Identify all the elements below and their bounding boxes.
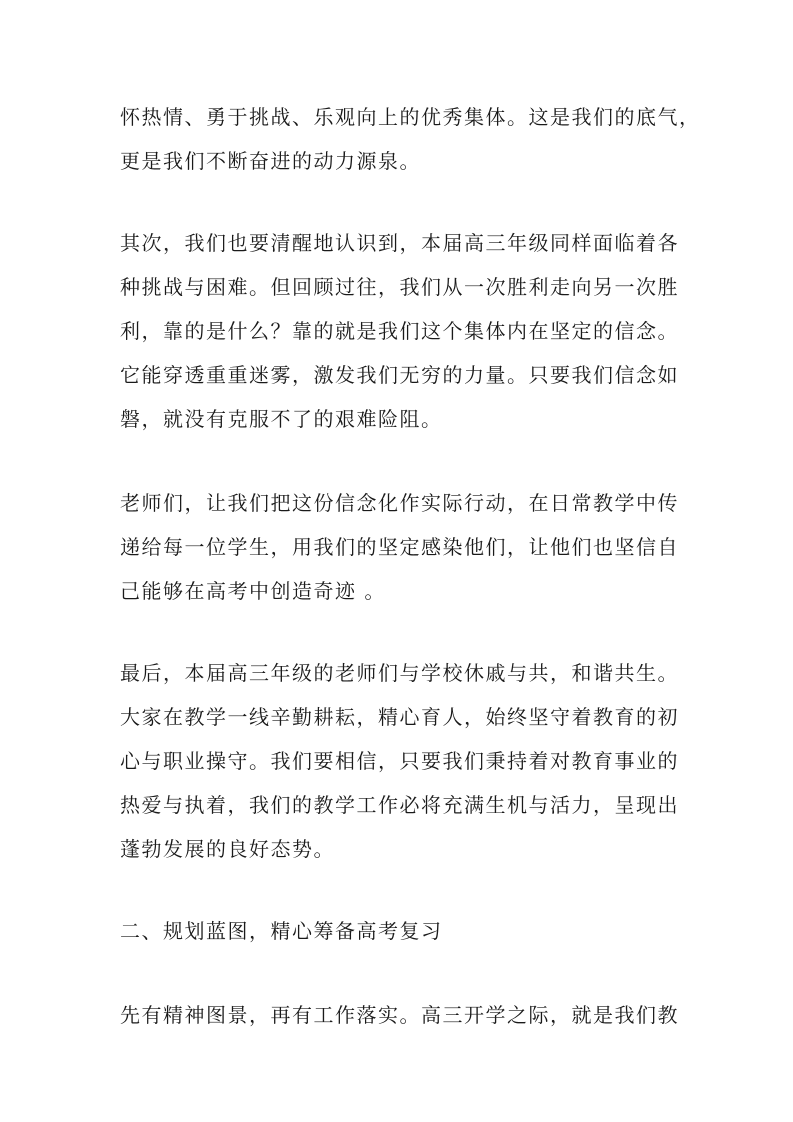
paragraph-line: 递给每一位学生，用我们的坚定感染他们，让他们也坚信自 bbox=[120, 535, 679, 559]
paragraph-line: 先有精神图景，再有工作落实。高三开学之际，就是我们教 bbox=[120, 1003, 679, 1027]
paragraph-line: 大家在教学一线辛勤耕耘，精心育人，始终坚守着教育的初 bbox=[120, 705, 679, 729]
paragraph-line: 种挑战与困难。但回顾过往，我们从一次胜利走向另一次胜 bbox=[120, 275, 679, 299]
paragraph-line: 己能够在高考中创造奇迹 。 bbox=[120, 579, 386, 603]
paragraph-line: 老师们，让我们把这份信念化作实际行动，在日常教学中传 bbox=[120, 491, 679, 515]
paragraph-line: 利，靠的是什么？靠的就是我们这个集体内在坚定的信念。 bbox=[120, 319, 679, 343]
paragraph-line: 其次，我们也要清醒地认识到，本届高三年级同样面临着各 bbox=[120, 231, 679, 255]
paragraph-line: 它能穿透重重迷雾，激发我们无穷的力量。只要我们信念如 bbox=[120, 363, 679, 387]
paragraph-line: 蓬勃发展的良好态势。 bbox=[120, 837, 335, 861]
section-heading: 二、规划蓝图，精心筹备高考复习 bbox=[120, 919, 443, 943]
paragraph-line: 心与职业操守。我们要相信，只要我们秉持着对教育事业的 bbox=[120, 749, 679, 773]
paragraph-line: 热爱与执着，我们的教学工作必将充满生机与活力，呈现出 bbox=[120, 793, 679, 817]
paragraph-line: 最后，本届高三年级的老师们与学校休戚与共，和谐共生。 bbox=[120, 661, 679, 685]
paragraph-line: 磐，就没有克服不了的艰难险阻。 bbox=[120, 407, 443, 431]
paragraph-line: 更是我们不断奋进的动力源泉。 bbox=[120, 149, 421, 173]
paragraph-line: 怀热情、勇于挑战、乐观向上的优秀集体。这是我们的底气， bbox=[120, 105, 701, 129]
